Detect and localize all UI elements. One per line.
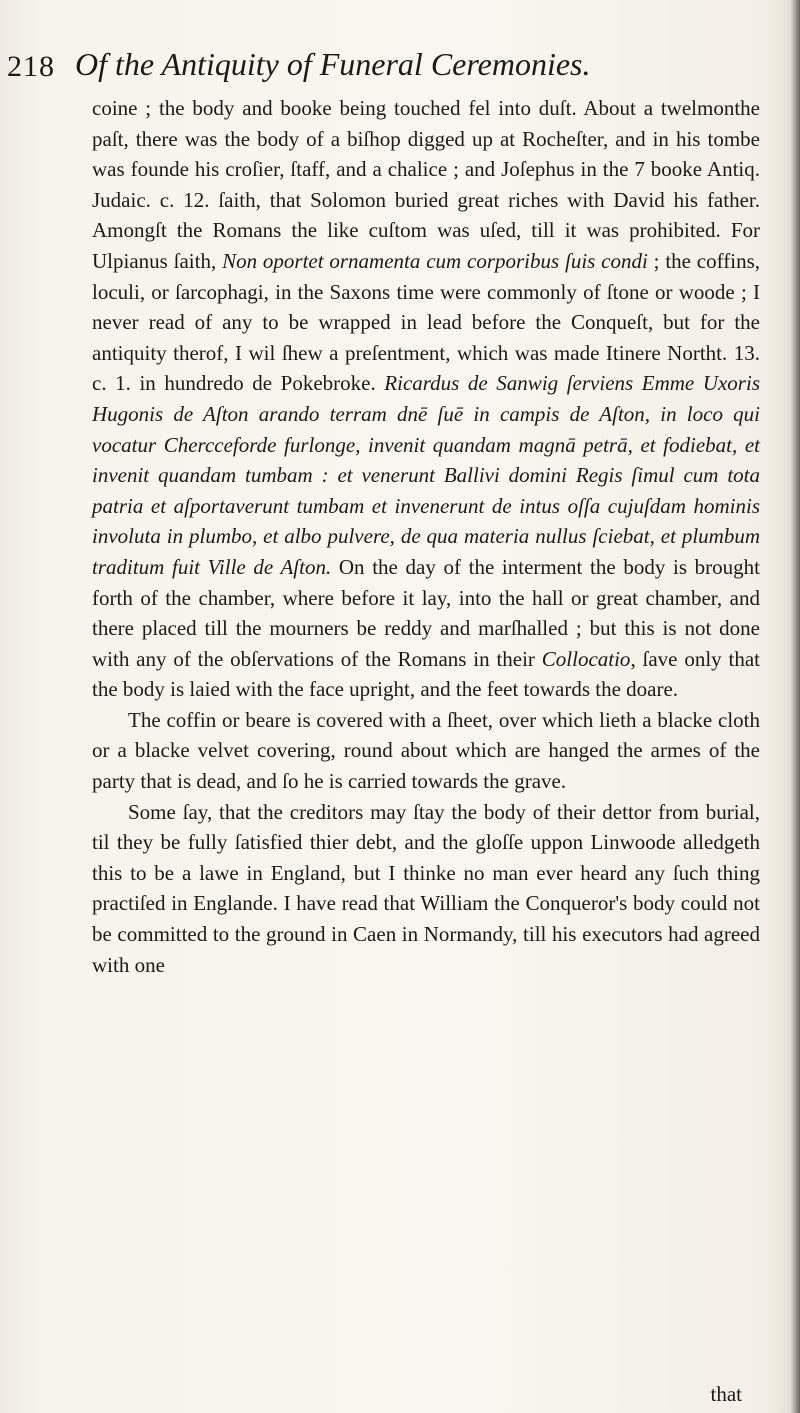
text-span: coine ; the body and booke being touched fel into duſt. About a twelmonthe paſt, there was the body of a biſhop digged up at Rocheſter, and in his tombe was founde his croſier, ſtaff, and a chalice ; and Joſephus in the 7 booke Antiq. Judaic. c. 12. ſaith, that Solomon buried great riches with David his father. Amongſt the Romans the like cuſtom was uſed, till it was prohibited. For Ulpianus ſaith,: [92, 96, 760, 273]
text-span: ; the coffins, loculi, or ſarcophagi, in the Saxons time were commonly of ſtone or woode ; I never read of any to be wrapped in lead before the Conqueſt, but for the antiquity therof, I wil ſhew a preſentment, which was made Itinere Northt. 13. c. 1. in hundredo de Pokebroke.: [92, 248, 760, 396]
latin-presentment: Ricardus de Sanwig ſerviens Emme Uxoris Hugonis de Aſton arando terram dnē ſuē in campis de Aſton, in loco qui vocatur Chercceforde furlonge, invenit quandam magnā petrā, et fodiebat, et invenit quandam tumbam : et venerunt Ballivi domini Regis ſimul cum tota patria et aſportaverunt tumbam et invenerunt de intus oſſa cujuſdam hominis involuta in plumbo, et albo pulvere, de qua materia nullus ſciebat, et plumbum traditum fuit Ville de Aſton.: [92, 371, 760, 579]
paragraph: [92, 705, 760, 797]
running-title: Of the Antiquity of Funeral Ceremonies.: [75, 46, 591, 82]
latin-quotation: Non oportet ornamenta cum corporibus ſuis condi: [222, 248, 648, 273]
text-span: Some ſay, that the creditors may ſtay the body of their dettor from burial, til they be fully ſatisfied thier debt, and the gloſſe uppon Linwoode alledgeth this to be a lawe in England, but I thinke no man ever heard any ſuch thing practiſed in Englande. I have read that William the Conqueror's body could not be committed to the ground in Caen in Normandy, till his executors had agreed with one: [92, 799, 760, 977]
text-span: The coffin or beare is covered with a ſheet, over which lieth a blacke cloth or a blacke velvet covering, round about which are hanged the armes of the party that is dead, and ſo he is carried towards the grave.: [92, 707, 760, 794]
text-span: On the day of the interment the body is brought forth of the chamber, where before it lay, into the hall or great chamber, and there placed till the mourners be reddy and marſhalled ; but this is not done with any of the obſervations of the Romans in their: [92, 554, 760, 671]
page-edge-shadow: [790, 0, 800, 1413]
page-header: [0, 40, 760, 90]
paragraph: [92, 797, 760, 981]
page-number: 218: [7, 50, 55, 83]
paragraph: [92, 93, 760, 705]
latin-term: Collocatio: [541, 646, 631, 671]
catchword: that: [710, 1382, 742, 1406]
text-span: , ſave only that the body is laied with the face upright, and the feet towards the doare.: [92, 646, 760, 702]
body-text: [92, 93, 760, 980]
